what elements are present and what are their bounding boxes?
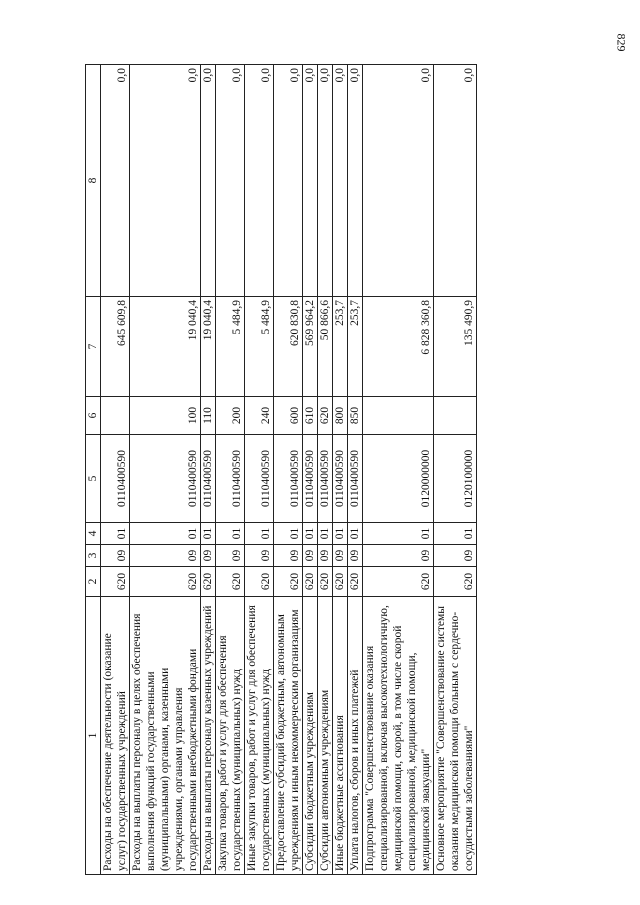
table-row	[318, 65, 333, 875]
target-article-cell: 0110400590	[101, 435, 130, 523]
section-cell: 09	[348, 545, 363, 567]
amount2-cell: 0,0	[434, 65, 477, 297]
amount-cell: 253,7	[333, 297, 348, 397]
subsection-cell: 01	[101, 523, 130, 545]
subsection-cell: 01	[274, 523, 303, 545]
row-name-cell: Расходы на выплаты персоналу в целях обеспечения выполнения функций государственными (муниципальными) органами, казенными учреждениями, органами управления государственными внебюджетными фондами	[130, 597, 201, 875]
col-header: 6	[86, 397, 101, 435]
grbs-cell: 620	[303, 567, 318, 597]
row-name-cell: Расходы на обеспечение деятельности (оказание услуг) государственных учреждений	[101, 597, 130, 875]
target-article-cell: 0110400590	[274, 435, 303, 523]
subsection-cell: 01	[363, 523, 434, 545]
subsection-cell: 01	[130, 523, 201, 545]
amount2-cell: 0,0	[245, 65, 274, 297]
grbs-cell: 620	[274, 567, 303, 597]
target-article-cell: 0110400590	[201, 435, 216, 523]
expense-type-cell: 620	[318, 397, 333, 435]
subsection-cell: 01	[318, 523, 333, 545]
expense-type-cell: 600	[274, 397, 303, 435]
amount2-cell: 0,0	[274, 65, 303, 297]
row-name-cell: Субсидии автономным учреждениям	[318, 597, 333, 875]
grbs-cell: 620	[245, 567, 274, 597]
amount2-cell: 0,0	[101, 65, 130, 297]
section-cell: 09	[130, 545, 201, 567]
subsection-cell: 01	[333, 523, 348, 545]
header-row	[86, 65, 101, 875]
amount2-cell: 0,0	[201, 65, 216, 297]
col-header: 5	[86, 435, 101, 523]
target-article-cell: 0110400590	[216, 435, 245, 523]
expense-type-cell: 100	[130, 397, 201, 435]
page-number: 829	[614, 33, 629, 52]
row-name-cell: Закупка товаров, работ и услуг для обеспечения государственных (муниципальных) нужд	[216, 597, 245, 875]
section-cell: 09	[101, 545, 130, 567]
table-row	[434, 65, 477, 875]
section-cell: 09	[318, 545, 333, 567]
section-cell: 09	[245, 545, 274, 567]
amount2-cell: 0,0	[130, 65, 201, 297]
amount-cell: 645 609,8	[101, 297, 130, 397]
section-cell: 09	[333, 545, 348, 567]
amount-cell: 50 866,6	[318, 297, 333, 397]
col-header: 2	[86, 567, 101, 597]
table-row	[363, 65, 434, 875]
section-cell: 09	[303, 545, 318, 567]
row-name-cell: Основное мероприятие "Совершенствование системы оказания медицинской помощи больным с сердечно-сосудистыми заболеваниями"	[434, 597, 477, 875]
rotated-page	[85, 65, 605, 875]
target-article-cell: 0110400590	[130, 435, 201, 523]
col-header: 4	[86, 523, 101, 545]
col-header: 7	[86, 297, 101, 397]
amount-cell: 620 830,8	[274, 297, 303, 397]
col-header: 1	[86, 597, 101, 875]
expense-type-cell: 240	[245, 397, 274, 435]
col-header: 8	[86, 65, 101, 297]
amount-cell: 19 040,4	[201, 297, 216, 397]
section-cell: 09	[216, 545, 245, 567]
subsection-cell: 01	[348, 523, 363, 545]
row-name-cell: Предоставление субсидий бюджетным, автономным учреждениям и иным некоммерческим организациям	[274, 597, 303, 875]
expense-type-cell: 800	[333, 397, 348, 435]
section-cell: 09	[274, 545, 303, 567]
amount-cell: 6 828 360,8	[363, 297, 434, 397]
table-row	[216, 65, 245, 875]
grbs-cell: 620	[363, 567, 434, 597]
table-row	[245, 65, 274, 875]
grbs-cell: 620	[216, 567, 245, 597]
table-row	[333, 65, 348, 875]
expense-type-cell: 110	[201, 397, 216, 435]
section-cell: 09	[201, 545, 216, 567]
subsection-cell: 01	[216, 523, 245, 545]
grbs-cell: 620	[333, 567, 348, 597]
grbs-cell: 620	[101, 567, 130, 597]
target-article-cell: 0110400590	[348, 435, 363, 523]
grbs-cell: 620	[318, 567, 333, 597]
subsection-cell: 01	[434, 523, 477, 545]
amount-cell: 569 964,2	[303, 297, 318, 397]
subsection-cell: 01	[303, 523, 318, 545]
target-article-cell: 0110400590	[333, 435, 348, 523]
amount2-cell: 0,0	[303, 65, 318, 297]
table-row	[303, 65, 318, 875]
amount2-cell: 0,0	[333, 65, 348, 297]
target-article-cell: 0110400590	[303, 435, 318, 523]
amount2-cell: 0,0	[363, 65, 434, 297]
grbs-cell: 620	[130, 567, 201, 597]
section-cell: 09	[434, 545, 477, 567]
table-row	[130, 65, 201, 875]
section-cell: 09	[363, 545, 434, 567]
expense-type-cell: 850	[348, 397, 363, 435]
amount-cell: 19 040,4	[130, 297, 201, 397]
table-row	[201, 65, 216, 875]
table-row	[348, 65, 363, 875]
amount2-cell: 0,0	[216, 65, 245, 297]
expense-type-cell	[434, 397, 477, 435]
amount2-cell: 0,0	[318, 65, 333, 297]
row-name-cell: Расходы на выплаты персоналу казенных учреждений	[201, 597, 216, 875]
table-row	[101, 65, 130, 875]
amount-cell: 135 490,9	[434, 297, 477, 397]
row-name-cell: Иные закупки товаров, работ и услуг для обеспечения государственных (муниципальных) нужд	[245, 597, 274, 875]
budget-table	[85, 64, 477, 875]
target-article-cell: 0110400590	[245, 435, 274, 523]
row-name-cell: Уплата налогов, сборов и иных платежей	[348, 597, 363, 875]
target-article-cell: 0120000000	[363, 435, 434, 523]
expense-type-cell: 610	[303, 397, 318, 435]
target-article-cell: 0120100000	[434, 435, 477, 523]
row-name-cell: Иные бюджетные ассигнования	[333, 597, 348, 875]
target-article-cell: 0110400590	[318, 435, 333, 523]
amount-cell: 253,7	[348, 297, 363, 397]
amount2-cell: 0,0	[348, 65, 363, 297]
grbs-cell: 620	[434, 567, 477, 597]
row-name-cell: Субсидии бюджетным учреждениям	[303, 597, 318, 875]
grbs-cell: 620	[348, 567, 363, 597]
table-row	[274, 65, 303, 875]
expense-type-cell	[363, 397, 434, 435]
subsection-cell: 01	[201, 523, 216, 545]
col-header: 3	[86, 545, 101, 567]
amount-cell: 5 484,9	[245, 297, 274, 397]
expense-type-cell	[101, 397, 130, 435]
row-name-cell: Подпрограмма "Совершенствование оказания специализированной, включая высокотехнологичную, медицинской помощи, скорой, в том числе скорой специализированной, медицинской помощи, медицинской эвакуации"	[363, 597, 434, 875]
grbs-cell: 620	[201, 567, 216, 597]
amount-cell: 5 484,9	[216, 297, 245, 397]
expense-type-cell: 200	[216, 397, 245, 435]
subsection-cell: 01	[245, 523, 274, 545]
